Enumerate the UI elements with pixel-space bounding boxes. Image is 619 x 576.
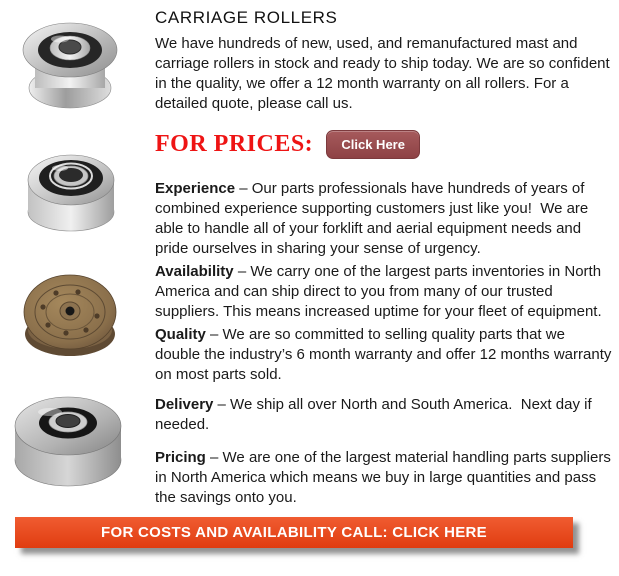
feature-pricing <box>155 448 613 508</box>
feature-quality <box>155 325 616 385</box>
feature-experience-label: Experience <box>155 180 236 197</box>
feature-experience-text: – Our parts professionals have hundreds of years of combined experience supporting customers just like you! We are able to handle all of your forklift and aerial equipment needs and pride ourselves in sharing your sense of urgency. <box>155 180 593 257</box>
feature-pricing-text: – We are one of the largest material handling parts suppliers in North America which means we buy in large quantities and pass the savings onto you. <box>155 449 615 506</box>
click-here-button[interactable]: Click Here <box>326 130 420 159</box>
feature-delivery-text: – We ship all over North and South America. Next day if needed. <box>155 396 596 433</box>
for-prices-label: FOR PRICES: <box>155 131 314 157</box>
mast-roller-bearing-graphic <box>20 148 122 238</box>
feature-experience <box>155 179 613 259</box>
costs-availability-banner[interactable]: FOR COSTS AND AVAILABILITY CALL: CLICK HERE <box>15 517 573 548</box>
feature-quality-label: Quality <box>155 326 206 343</box>
intro-paragraph: We have hundreds of new, used, and remanufactured mast and carriage rollers in stock and ready to ship today. We are so confident in the quality, we offer a 12 month warranty on all rollers. For a detailed quote, please call us. <box>155 35 614 112</box>
feature-delivery <box>155 395 613 435</box>
carriage-roller-image-1 <box>18 12 122 119</box>
prices-row <box>155 129 420 160</box>
feature-availability-label: Availability <box>155 263 234 280</box>
feature-pricing-label: Pricing <box>155 449 206 466</box>
carriage-roller-image-2 <box>20 148 122 243</box>
feature-quality-text: – We are so committed to selling quality parts that we double the industry’s 6 month warranty and offer 12 months warranty on most parts sold. <box>155 326 616 383</box>
steel-roller-bearing-graphic <box>12 390 124 494</box>
bronze-sheave-pulley-graphic <box>20 270 120 362</box>
carriage-roller-image-3 <box>20 270 120 367</box>
page-title: CARRIAGE ROLLERS <box>155 8 338 27</box>
steel-flanged-roller-graphic <box>18 12 122 114</box>
carriage-roller-image-4 <box>12 390 124 499</box>
feature-delivery-label: Delivery <box>155 396 214 413</box>
feature-availability <box>155 262 613 322</box>
content-column <box>155 0 616 576</box>
feature-availability-text: – We carry one of the largest parts inventories in North America and can ship direct to you from many of our trusted suppliers. This means increased uptime for your fleet of equipment. <box>155 263 605 320</box>
